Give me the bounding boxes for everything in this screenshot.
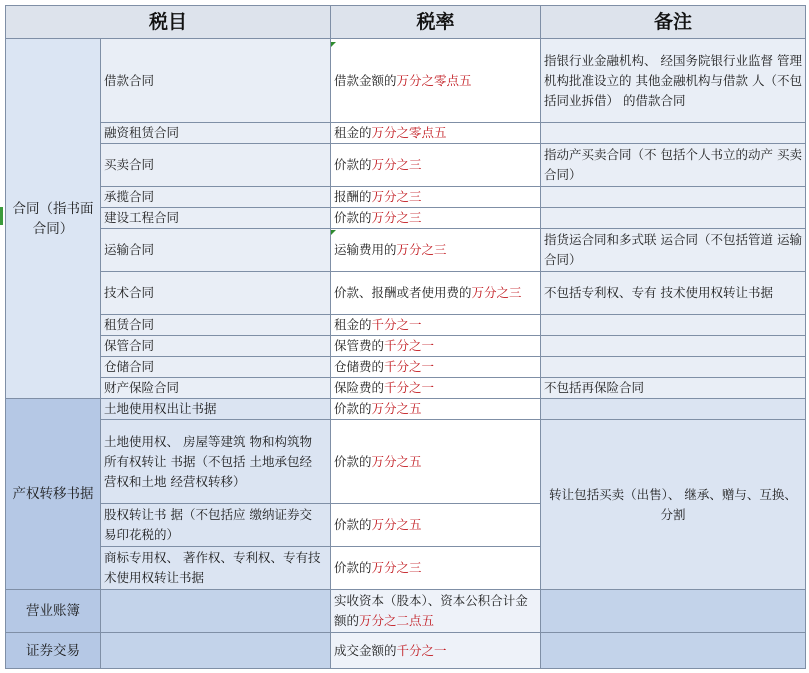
rate-cell (331, 547, 541, 590)
item-cell: 土地使用权、 房屋等建筑 物和构筑物 所有权转让 书据（不包括 土地承包经 营权和土地 经营权转移） (101, 420, 331, 504)
rate-cell (331, 187, 541, 208)
rate-cell (331, 399, 541, 420)
rate-base: 租金的 (334, 317, 372, 332)
header-rate: 税率 (331, 6, 541, 39)
note-cell (541, 590, 806, 633)
note-cell (541, 336, 806, 357)
item-cell: 承揽合同 (101, 187, 331, 208)
rate-value: 千分之一 (384, 338, 435, 353)
note-cell (541, 315, 806, 336)
rate-value: 千分之一 (371, 317, 422, 332)
item-cell (101, 590, 331, 633)
rate-value: 万分之三 (371, 189, 422, 204)
table-row (6, 357, 806, 378)
header-note: 备注 (541, 6, 806, 39)
rate-base: 价款的 (334, 210, 372, 225)
item-cell: 借款合同 (101, 39, 331, 123)
note-cell (541, 357, 806, 378)
rate-cell (331, 144, 541, 187)
table-row (6, 590, 806, 633)
note-cell (541, 633, 806, 669)
comment-marker-icon (331, 230, 336, 235)
item-cell: 土地使用权出让书据 (101, 399, 331, 420)
table-row (6, 399, 806, 420)
rate-cell (331, 123, 541, 144)
row-marker (0, 207, 3, 225)
table-row (6, 39, 806, 123)
item-cell: 股权转让书 据（不包括应 缴纳证券交 易印花税的） (101, 504, 331, 547)
header-category: 税目 (6, 6, 331, 39)
note-cell: 指银行业金融机构、 经国务院银行业监督 管理机构批准设立的 其他金融机构与借款 人（不包括同业拆借） 的借款合同 (541, 39, 806, 123)
rate-cell (331, 420, 541, 504)
rate-value: 万分之零点五 (371, 125, 447, 140)
rate-base: 价款的 (334, 401, 372, 416)
comment-marker-icon (331, 42, 336, 47)
table-row (6, 633, 806, 669)
rate-base: 价款的 (334, 453, 372, 469)
rate-cell (331, 229, 541, 272)
note-cell: 转让包括买卖（出售）、 继承、赠与、互换、分割 (541, 420, 806, 590)
item-cell: 建设工程合同 (101, 208, 331, 229)
rate-value: 万分之三 (371, 157, 422, 172)
note-cell (541, 399, 806, 420)
note-cell (541, 208, 806, 229)
table-row (6, 208, 806, 229)
note-cell (541, 123, 806, 144)
rate-base: 保险费的 (334, 380, 385, 395)
rate-cell (331, 504, 541, 547)
table-row (6, 336, 806, 357)
rate-value: 万分之五 (371, 453, 422, 469)
rate-base: 保管费的 (334, 338, 385, 353)
rate-value: 千分之一 (384, 380, 435, 395)
rate-base: 价款的 (334, 517, 372, 532)
item-cell: 仓储合同 (101, 357, 331, 378)
note-cell: 不包括专利权、专有 技术使用权转让书据 (541, 272, 806, 315)
group-account: 营业账簿 (6, 590, 101, 633)
rate-value: 千分之一 (384, 359, 435, 374)
table-row (6, 315, 806, 336)
group-property: 产权转移书据 (6, 399, 101, 590)
item-cell: 商标专用权、 著作权、专利权、专有技术使用权转让书据 (101, 547, 331, 590)
rate-cell (331, 272, 541, 315)
rate-base: 价款的 (334, 157, 372, 172)
rate-base: 报酬的 (334, 189, 372, 204)
rate-value: 千分之一 (396, 642, 447, 658)
rate-base: 仓储费的 (334, 359, 385, 374)
table-row (6, 229, 806, 272)
note-cell: 不包括再保险合同 (541, 378, 806, 399)
rate-base: 租金的 (334, 125, 372, 140)
item-cell: 技术合同 (101, 272, 331, 315)
rate-cell (331, 315, 541, 336)
rate-value: 万分之三 (371, 210, 422, 225)
rate-cell (331, 378, 541, 399)
group-contract: 合同（指书面合同） (6, 39, 101, 399)
rate-base: 成交金额的 (334, 642, 397, 658)
item-cell: 租赁合同 (101, 315, 331, 336)
item-cell: 买卖合同 (101, 144, 331, 187)
rate-cell (331, 357, 541, 378)
rate-cell (331, 208, 541, 229)
table-row (6, 144, 806, 187)
rate-cell (331, 633, 541, 669)
note-cell (541, 187, 806, 208)
stamp-tax-table (5, 5, 806, 669)
note-cell: 指货运合同和多式联 运合同（不包括管道 运输合同） (541, 229, 806, 272)
group-securities: 证券交易 (6, 633, 101, 669)
rate-base: 运输费用的 (334, 242, 397, 257)
item-cell: 融资租赁合同 (101, 123, 331, 144)
table-row (6, 187, 806, 208)
table-row (6, 123, 806, 144)
rate-base: 实收资本（股本）、资本公积合计金额的 (334, 593, 528, 628)
rate-base: 价款的 (334, 560, 372, 575)
item-cell: 运输合同 (101, 229, 331, 272)
rate-base: 借款金额的 (334, 72, 397, 88)
rate-value: 万分之二点五 (359, 613, 435, 628)
rate-value: 万分之五 (371, 517, 422, 532)
table-row (6, 272, 806, 315)
rate-value: 万分之三 (371, 560, 422, 575)
rate-value: 万分之三 (471, 285, 522, 300)
item-cell (101, 633, 331, 669)
rate-value: 万分之零点五 (396, 72, 472, 88)
item-cell: 财产保险合同 (101, 378, 331, 399)
rate-value: 万分之三 (396, 242, 447, 257)
rate-value: 万分之五 (371, 401, 422, 416)
item-cell: 保管合同 (101, 336, 331, 357)
rate-cell (331, 590, 541, 633)
rate-cell (331, 39, 541, 123)
header-row (6, 6, 806, 39)
rate-base: 价款、报酬或者使用费的 (334, 285, 472, 300)
note-cell: 指动产买卖合同（不 包括个人书立的动产 买卖合同） (541, 144, 806, 187)
table-row (6, 420, 806, 504)
rate-cell (331, 336, 541, 357)
table-row (6, 378, 806, 399)
